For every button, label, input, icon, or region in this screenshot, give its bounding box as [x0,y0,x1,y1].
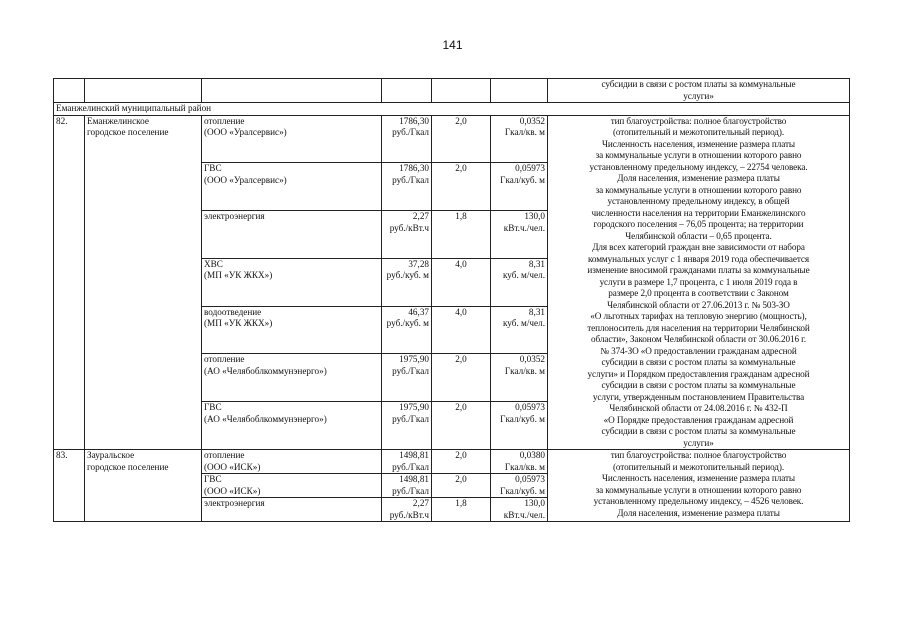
note-line: тип благоустройства: полное благоустройство [610,450,787,460]
table-row [54,115,850,163]
note-line: коммунальных услуг с 1 января 2019 года обеспечивается [587,253,810,264]
consumption-norm-line: Гкал/кв. м [504,461,545,472]
consumption-norm [491,163,548,211]
service-name-line: (МП «УК ЖКХ») [204,270,273,281]
service-name-line: ХВС [204,258,223,269]
tariff-value-line: руб./куб. м [386,270,429,281]
municipality-name [85,115,202,450]
service-name-line: (ООО «Уралсервис») [204,174,287,185]
consumption-norm [491,306,548,354]
note-line: Челябинской области от 27.06.2013 г. № 503-ЗО [607,299,790,310]
consumption-norm-line: 8,31 [528,258,545,269]
service-name-line: (МП «УК ЖКХ») [204,318,273,329]
service-name [202,474,382,498]
blocks-body [54,115,850,522]
municipality-name-line: городское поселение [87,461,169,472]
consumption-norm-line: куб. м/чел. [502,270,545,281]
consumption-norm [491,450,548,474]
cell-empty [54,79,85,103]
service-name [202,163,382,211]
consumption-norm [491,402,548,450]
index-percent-line: 1,8 [455,498,467,508]
cell-empty [432,79,491,103]
service-name [202,402,382,450]
tariff-value-line: 1975,90 [399,354,429,365]
block-note [548,115,850,450]
note-line: Для всех категорий граждан вне зависимости от набора [592,242,805,252]
tariff-value-line: руб./Гкал [392,127,429,137]
note-line: субсидии в связи с ростом платы за коммунальные [601,79,796,89]
service-name-line: (АО «Челябоблкоммунэнерго») [204,365,327,376]
consumption-norm-line: кВт.ч./чел. [503,509,545,520]
index-percent-line: 2,0 [455,163,467,174]
service-name [202,211,382,259]
tariff-value-line: 1786,30 [399,163,429,174]
consumption-norm-line: 130,0 [524,498,545,508]
row-number [54,115,85,450]
note-line: услуги в размере 1,7 процента, с 1 июля 2019 года в [599,276,798,287]
municipality-name-line: Зауральское [87,450,135,460]
index-percent [432,258,491,306]
note-line: Челябинской области от 24.08.2016 г. № 432-П [609,403,788,413]
municipality-name [85,450,202,522]
note-line: № 374-ЗО «О предоставлении гражданам адресной [600,345,797,356]
row-number [54,450,85,522]
tariff-table [53,78,850,522]
consumption-norm-line: 0,0352 [519,354,545,365]
service-name-line: электроэнергия [204,498,265,508]
consumption-norm-line: Гкал/кв. м [504,365,545,376]
tariff-value-line: 37,28 [408,258,429,269]
index-percent-line: 4,0 [455,258,467,269]
service-name-line: ГВС [204,474,222,484]
section-row [54,103,850,116]
cell-empty [202,79,382,103]
service-name [202,450,382,474]
tariff-value-line: руб./куб. м [386,318,429,329]
note-line: «О льготных тарифах на тепловую энергию (мощность), [590,311,807,321]
consumption-norm [491,115,548,163]
tariff-value-line: руб./кВт.ч [389,509,429,520]
consumption-norm-line: 0,05973 [515,402,545,413]
note-line: субсидии в связи с ростом платы за коммунальные [601,426,796,436]
tariff-value-line: руб./Гкал [392,365,429,376]
consumption-norm-line: Гкал/куб. м [500,413,545,424]
tariff-value-line: 1975,90 [399,402,429,413]
index-percent-line: 2,0 [455,115,467,126]
service-name [202,498,382,522]
index-percent [432,211,491,259]
service-name-line: (ООО «ИСК») [204,461,261,472]
index-percent-line: 2,0 [455,450,467,460]
note-line: субсидии в связи с ростом платы за коммунальные [601,357,796,367]
tariff-value-line: 1498,81 [399,474,429,484]
note-line: (отопительный и межотопительный период). [612,127,785,137]
consumption-norm [491,474,548,498]
cell-empty [491,79,548,103]
index-percent-line: 2,0 [455,402,467,413]
service-name-line: водоотведение [204,306,262,317]
tariff-value-line: руб./Гкал [392,485,429,496]
note-line: Доля населения, изменение размера платы [617,507,780,518]
note-line: услуги» [683,90,714,101]
consumption-norm [491,211,548,259]
consumption-norm-line: кВт.ч./чел. [503,222,545,233]
note-line: услуги, утвержденным постановлением Правительства [592,391,805,402]
tariff-value-line: 2,27 [412,211,429,222]
consumption-norm [491,258,548,306]
consumption-norm-line: 0,0352 [519,115,545,126]
note-line: тип благоустройства: полное благоустройство [610,115,787,126]
tariff-value-line: 46,37 [408,306,429,317]
service-name-line: ГВС [204,402,222,413]
service-name [202,306,382,354]
note-line: услуги» [683,437,714,448]
tariff-value-line: руб./кВт.ч [389,222,429,233]
block-note [548,450,850,522]
index-percent [432,354,491,402]
tariff-value [382,498,432,522]
tariff-value [382,115,432,163]
note-line: за коммунальные услуги в отношении которого равно [595,184,802,195]
note-line: установленному предельному индексу, – 22754 человека. [589,161,808,172]
index-percent-line: 2,0 [455,354,467,365]
page-number: 141 [442,38,463,52]
continuation-row [54,79,850,103]
tariff-value [382,474,432,498]
continuation-note [548,79,850,103]
consumption-norm-line: Гкал/куб. м [500,174,545,185]
note-line: субсидии в связи с ростом платы за коммунальные [601,380,796,390]
tariff-value-line: руб./Гкал [392,461,429,472]
note-line: (отопительный и межотопительный период). [612,461,785,472]
row-number-line: 83. [56,450,68,460]
note-line: теплоноситель для населения на территории Челябинской [587,322,810,333]
consumption-norm [491,498,548,522]
service-name-line: (ООО «ИСК») [204,485,261,496]
note-line: численности населения на территории Еманжелинского [591,207,806,218]
index-percent [432,163,491,211]
index-percent [432,450,491,474]
note-line: установленному предельному индексу, в общей [607,196,790,206]
note-line: изменение вносимой гражданами платы за коммунальные [587,265,810,275]
tariff-value-line: 1498,81 [399,450,429,460]
index-percent-line: 4,0 [455,306,467,317]
tariff-value [382,450,432,474]
note-line: области», Законом Челябинской области от 30.06.2016 г. [591,334,806,344]
row-number-line: 82. [56,115,68,126]
index-percent [432,115,491,163]
tariff-value [382,306,432,354]
tariff-value [382,163,432,211]
note-line: «О Порядке предоставления гражданам адресной [603,414,794,425]
tariff-value [382,211,432,259]
index-percent [432,402,491,450]
note-line: Численность населения, изменение размера платы [602,138,795,149]
note-line: за коммунальные услуги в отношении которого равно [595,484,802,495]
consumption-norm-line: Гкал/кв. м [504,127,545,137]
municipality-name-line: городское поселение [87,127,169,137]
index-percent [432,498,491,522]
tariff-value-line: 2,27 [412,498,429,508]
service-name [202,258,382,306]
tariff-value-line: руб./Гкал [392,413,429,424]
tariff-value [382,258,432,306]
service-name-line: отопление [204,354,245,365]
municipality-name-line: Еманжелинское [87,115,149,126]
note-line: городского поселения – 76,05 процента; на территории [593,219,804,229]
note-line: Челябинской области – 0,65 процента. [625,230,772,241]
tariff-value [382,402,432,450]
cell-empty [85,79,202,103]
index-percent-line: 1,8 [455,211,467,222]
note-line: Численность населения, изменение размера платы [602,473,795,483]
consumption-norm [491,354,548,402]
table-row [54,450,850,474]
index-percent [432,306,491,354]
note-line: услуги» и Порядком предоставления гражданам адресной [587,368,810,379]
consumption-norm-line: куб. м/чел. [502,318,545,329]
service-name-line: ГВС [204,163,222,174]
consumption-norm-line: 0,05973 [515,163,545,174]
service-name-line: (АО «Челябоблкоммунэнерго») [204,413,327,424]
tariff-value [382,354,432,402]
service-name-line: (ООО «Уралсервис») [204,127,287,137]
consumption-norm-line: 8,31 [528,306,545,317]
consumption-norm-line: 0,05973 [515,474,545,484]
service-name-line: отопление [204,450,245,460]
note-line: Доля населения, изменение размера платы [617,173,780,183]
service-name-line: электроэнергия [204,211,265,222]
section-title: Еманжелинский муниципальный район [54,103,850,116]
cell-empty [382,79,432,103]
tariff-value-line: 1786,30 [399,115,429,126]
tariff-value-line: руб./Гкал [392,174,429,185]
consumption-norm-line: Гкал/куб. м [500,485,545,496]
consumption-norm-line: 130,0 [524,211,545,222]
note-line: установленному предельному индексу, – 4526 человек. [593,496,804,506]
note-line: размере 2,0 процента в соответствии с Законом [608,288,789,298]
consumption-norm-line: 0,0380 [519,450,545,460]
service-name [202,115,382,163]
index-percent [432,474,491,498]
note-line: за коммунальные услуги в отношении которого равно [595,150,802,160]
index-percent-line: 2,0 [455,474,467,484]
service-name-line: отопление [204,115,245,126]
service-name [202,354,382,402]
